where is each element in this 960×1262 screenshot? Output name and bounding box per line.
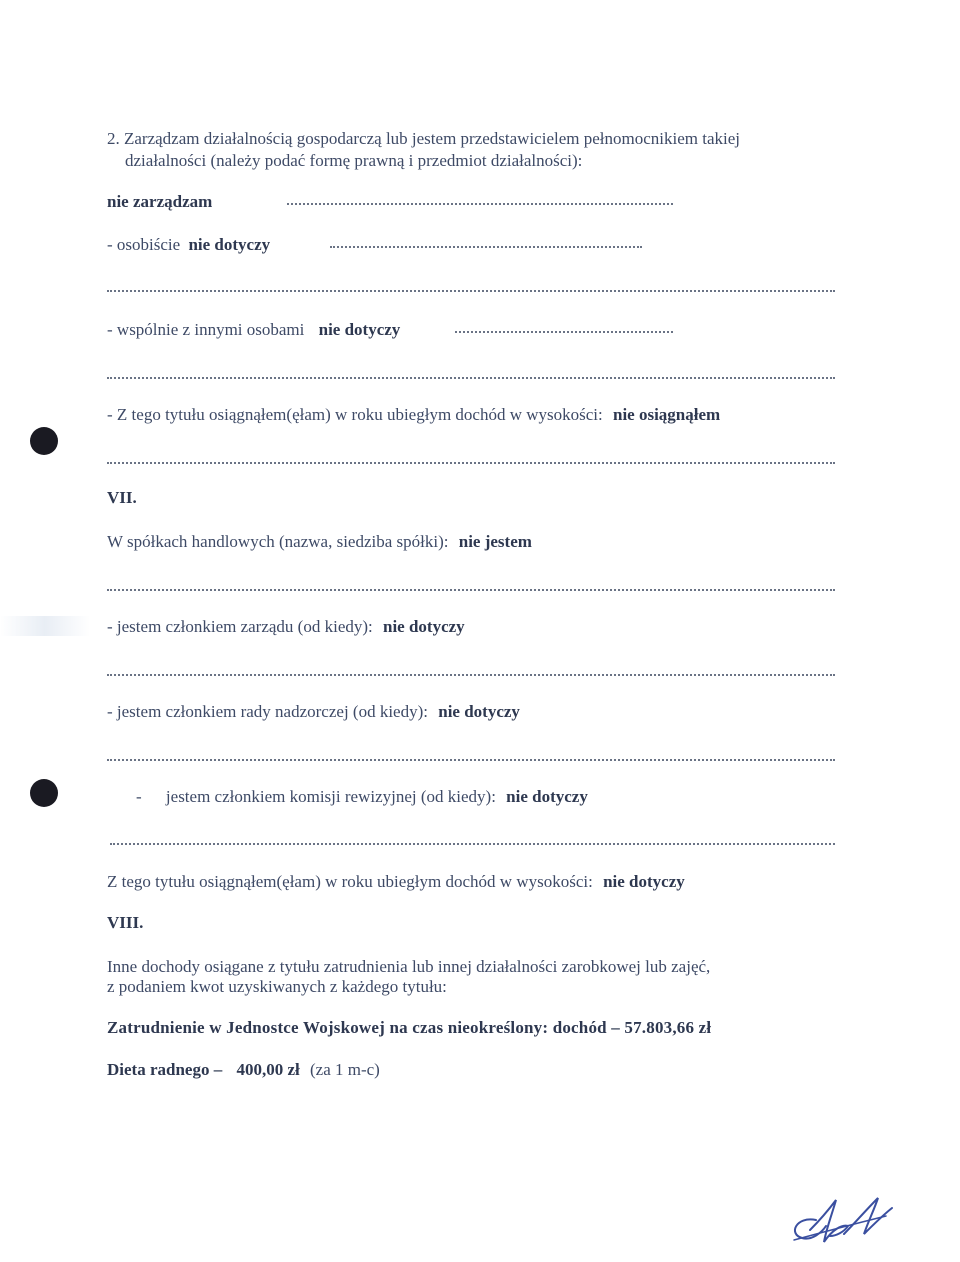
personally-value: nie dotyczy bbox=[188, 235, 271, 254]
section2-answer: nie zarządzam bbox=[107, 192, 213, 211]
diet-note: (za 1 m-c) bbox=[310, 1060, 380, 1079]
section2-income-value: nie osiągnąłem bbox=[613, 405, 721, 424]
employment-income: Zatrudnienie w Jednostce Wojskowej na czas nieokreślony: dochód – 57.803,66 zł bbox=[107, 1018, 712, 1037]
section8-intro-line2: z podaniem kwot uzyskiwanych z każdego tytułu: bbox=[107, 977, 447, 996]
supervisory-label: - jestem członkiem rady nadzorczej (od kiedy): bbox=[107, 702, 428, 721]
dotted-fill-line bbox=[107, 589, 835, 591]
audit-label: jestem członkiem komisji rewizyjnej (od kiedy): bbox=[165, 787, 496, 806]
board-label: - jestem członkiem zarządu (od kiedy): bbox=[107, 617, 373, 636]
dotted-fill-line bbox=[330, 246, 642, 248]
diet-label: Dieta radnego – bbox=[107, 1060, 223, 1079]
punch-hole bbox=[30, 427, 58, 455]
companies-row bbox=[107, 531, 532, 552]
section2-income-row bbox=[107, 404, 720, 425]
section7-income-value: nie dotyczy bbox=[603, 872, 685, 891]
dotted-fill-line bbox=[107, 377, 835, 379]
signature-initials bbox=[786, 1190, 896, 1252]
personally-row bbox=[107, 234, 270, 255]
scan-smudge bbox=[0, 616, 90, 636]
companies-value: nie jestem bbox=[458, 532, 532, 551]
audit-row bbox=[136, 786, 588, 807]
dotted-fill-line bbox=[110, 843, 835, 845]
dotted-fill-line bbox=[107, 462, 835, 464]
section2-text-line2: działalności (należy podać formę prawną i przedmiot działalności): bbox=[125, 151, 583, 170]
supervisory-row bbox=[107, 701, 520, 722]
dotted-fill-line bbox=[107, 290, 835, 292]
section8-intro-line1: Inne dochody osiągane z tytułu zatrudnienia lub innej działalności zarobkowej lub zajęć, bbox=[107, 957, 711, 976]
personally-label: - osobiście bbox=[107, 235, 181, 254]
jointly-row bbox=[107, 319, 400, 340]
punch-hole bbox=[30, 779, 58, 807]
section7-heading: VII. bbox=[107, 488, 137, 507]
audit-value: nie dotyczy bbox=[506, 787, 588, 806]
board-value: nie dotyczy bbox=[383, 617, 465, 636]
diet-amount: 400,00 zł bbox=[236, 1060, 300, 1079]
dotted-fill-line bbox=[107, 759, 835, 761]
diet-row bbox=[107, 1059, 380, 1080]
board-row bbox=[107, 616, 465, 637]
jointly-value: nie dotyczy bbox=[318, 320, 401, 339]
companies-label: W spółkach handlowych (nazwa, siedziba spółki): bbox=[107, 532, 449, 551]
dotted-fill-line bbox=[287, 203, 673, 205]
section7-income-label: Z tego tytułu osiągnąłem(ęłam) w roku ubiegłym dochód w wysokości: bbox=[107, 872, 593, 891]
section2-income-label: - Z tego tytułu osiągnąłem(ęłam) w roku ubiegłym dochód w wysokości: bbox=[107, 405, 603, 424]
section8-heading: VIII. bbox=[107, 913, 144, 932]
supervisory-value: nie dotyczy bbox=[438, 702, 520, 721]
jointly-label: - wspólnie z innymi osobami bbox=[107, 320, 305, 339]
section7-income-row bbox=[107, 871, 685, 892]
dotted-fill-line bbox=[107, 674, 835, 676]
section2-text-line1: 2. Zarządzam działalnością gospodarczą lub jestem przedstawicielem pełnomocnikiem takiej bbox=[107, 129, 740, 148]
audit-dash: - bbox=[136, 787, 142, 806]
dotted-fill-line bbox=[455, 331, 673, 333]
